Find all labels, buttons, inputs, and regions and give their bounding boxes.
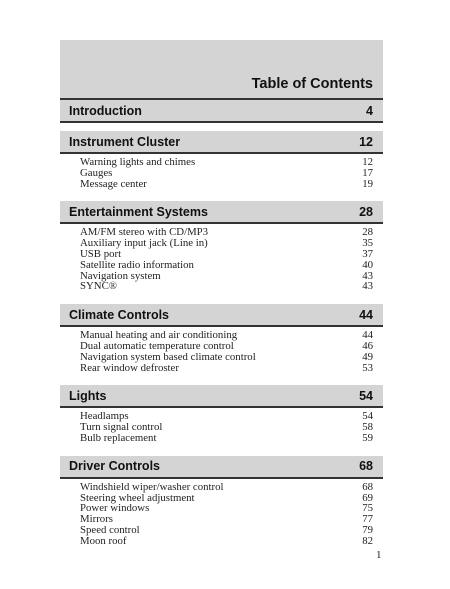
section-entries: [60, 327, 383, 377]
entry-page-number: 12: [362, 156, 373, 168]
section-spacer: [60, 296, 383, 304]
toc-header: [60, 40, 383, 98]
section-page-number: 68: [359, 459, 373, 474]
entry-label: Bulb replacement: [80, 431, 157, 444]
toc-section: [60, 448, 383, 551]
entry-page-number: 37: [362, 247, 373, 260]
section-title: Climate Controls: [69, 307, 170, 322]
entry-label: Moon roof: [80, 534, 127, 547]
entry-page-number: 79: [362, 523, 373, 536]
entry-page-number: 69: [362, 491, 373, 504]
entry-label: Headlamps: [80, 410, 129, 423]
entry-label: Gauges: [80, 166, 113, 179]
section-spacer: [60, 448, 383, 456]
toc-entry[interactable]: [80, 352, 373, 363]
section-spacer: [60, 123, 383, 131]
entry-page-number: 17: [362, 166, 373, 179]
entry-label: Dual automatic temperature control: [80, 339, 234, 352]
page-number: 1: [376, 549, 382, 561]
toc-page: [60, 40, 383, 551]
entry-label: Turn signal control: [80, 421, 163, 434]
toc-entry[interactable]: [80, 363, 373, 374]
section-entries: [60, 408, 383, 447]
entry-page-number: 19: [362, 177, 373, 190]
section-page-number: 4: [366, 103, 373, 118]
entry-page-number: 28: [362, 226, 373, 239]
entry-label: SYNC®: [80, 280, 118, 293]
entry-page-number: 46: [362, 339, 373, 352]
entry-label: Navigation system: [80, 269, 161, 282]
entry-page-number: 77: [362, 513, 373, 526]
entry-page-number: 49: [362, 350, 373, 363]
entry-page-number: 75: [362, 502, 373, 515]
toc-section: [60, 296, 383, 377]
entry-label: Manual heating and air conditioning: [80, 329, 238, 342]
page-title: Table of Contents: [251, 76, 373, 92]
section-heading[interactable]: [60, 201, 383, 222]
toc-entry[interactable]: [80, 503, 373, 514]
toc-section: [60, 193, 383, 296]
toc-section: [60, 377, 383, 447]
section-page-number: 44: [359, 307, 373, 322]
toc-entry[interactable]: [80, 157, 373, 168]
section-heading[interactable]: [60, 100, 383, 121]
entry-page-number: 40: [362, 258, 373, 271]
section-title: Lights: [69, 388, 107, 403]
entry-page-number: 59: [362, 431, 373, 444]
section-page-number: 12: [359, 134, 373, 149]
toc-section: [60, 100, 383, 123]
entry-page-number: 53: [362, 361, 373, 374]
toc-entry[interactable]: [80, 482, 373, 493]
entry-page-number: 43: [362, 269, 373, 282]
section-heading[interactable]: [60, 385, 383, 406]
entry-label: Speed control: [80, 523, 140, 536]
entry-label: Warning lights and chimes: [80, 156, 196, 168]
entry-page-number: 82: [362, 534, 373, 547]
section-title: Driver Controls: [69, 459, 160, 474]
entry-label: Auxiliary input jack (Line in): [80, 237, 208, 250]
section-page-number: 54: [359, 388, 373, 403]
section-title: Entertainment Systems: [69, 204, 208, 219]
toc-entry[interactable]: [80, 179, 373, 190]
toc-entry[interactable]: [80, 238, 373, 249]
entry-page-number: 54: [362, 410, 373, 423]
entry-label: Steering wheel adjustment: [80, 491, 195, 504]
section-spacer: [60, 377, 383, 385]
entry-label: Rear window defroster: [80, 361, 179, 374]
entry-page-number: 68: [362, 480, 373, 493]
toc-entry[interactable]: [80, 536, 373, 547]
section-spacer: [60, 193, 383, 201]
toc-entry[interactable]: [80, 168, 373, 179]
section-heading[interactable]: [60, 456, 383, 477]
entry-label: AM/FM stereo with CD/MP3: [80, 226, 209, 239]
section-entries: [60, 224, 383, 296]
toc-entry[interactable]: [80, 271, 373, 282]
toc-entry[interactable]: [80, 281, 373, 292]
entry-page-number: 58: [362, 421, 373, 434]
section-heading[interactable]: [60, 304, 383, 325]
entry-label: Navigation system based climate control: [80, 350, 256, 363]
entry-label: USB port: [80, 247, 122, 260]
entry-label: Power windows: [80, 502, 150, 515]
entry-label: Mirrors: [80, 513, 113, 526]
entry-page-number: 43: [362, 280, 373, 293]
entry-label: Satellite radio information: [80, 258, 194, 271]
section-title: Introduction: [69, 103, 142, 118]
toc-sections: [60, 100, 383, 551]
entry-label: Message center: [80, 177, 147, 190]
toc-entry[interactable]: [80, 260, 373, 271]
entry-label: Windshield wiper/washer control: [80, 480, 224, 493]
toc-section: [60, 123, 383, 193]
section-page-number: 28: [359, 204, 373, 219]
section-heading[interactable]: [60, 131, 383, 152]
entry-page-number: 35: [362, 237, 373, 250]
section-entries: [60, 154, 383, 193]
entry-page-number: 44: [362, 329, 373, 342]
section-title: Instrument Cluster: [69, 134, 181, 149]
section-entries: [60, 479, 383, 551]
toc-entry[interactable]: [80, 433, 373, 444]
